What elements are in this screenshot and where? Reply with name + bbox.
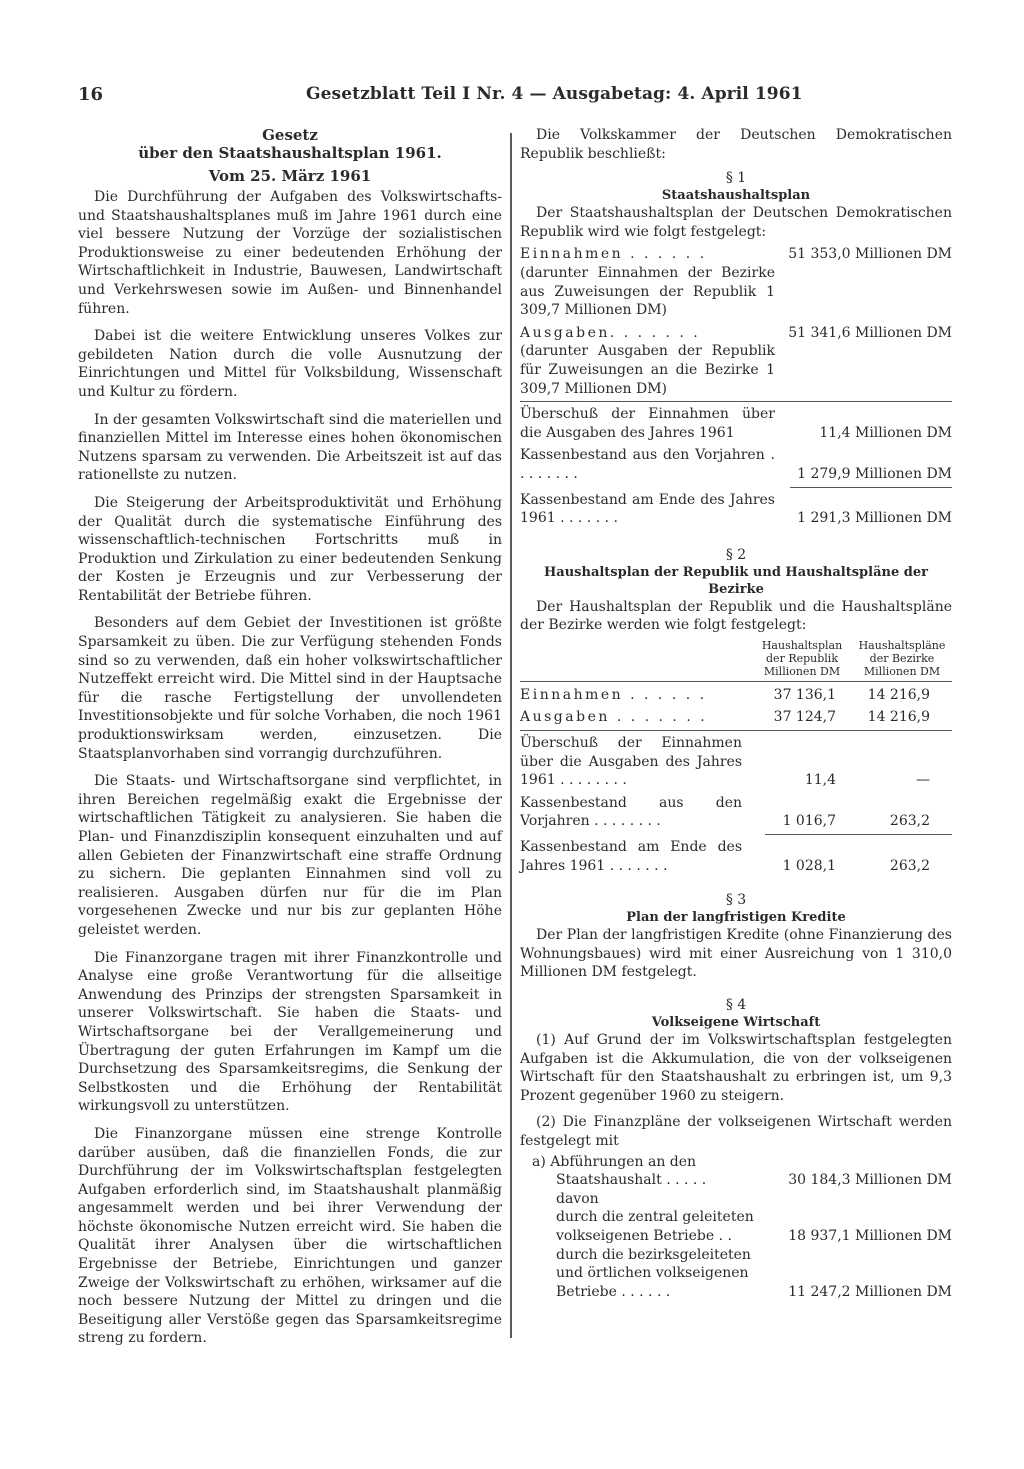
left-column (78, 126, 502, 1357)
bezirk-row (532, 1283, 952, 1302)
page-header (78, 84, 958, 108)
table-cell-value: 14 216,9 (867, 686, 930, 703)
s1-kasse-vj-label: Kassenbestand aus den Vorjahren . . . . . . . . (520, 447, 775, 482)
bezirk-value: 11 247,2 Millionen DM (788, 1283, 952, 1300)
preamble-paragraph: Dabei ist die weitere Entwicklung unseres Volkes zur gebildeten Nation durch die volle Ausnutzung der Einrichtungen und Mittel für Volksbildung, Wissenschaft und Kultur zu fördern. (78, 328, 502, 400)
s2-col1-header: Haushaltsplan der Republik Millionen DM (761, 638, 843, 678)
a-staatshaushalt-label: Staatshaushalt . . . . . (556, 1172, 707, 1189)
table-row (520, 794, 952, 831)
preamble-paragraph: Die Staats- und Wirtschaftsorgane sind verpflichtet, in ihren Bereichen regelmäßig exakt die Ergebnisse der wirtschaftlichen Tätigkeit zu analysieren. Sie haben die Plan- und Finanzdisziplin konsequent einzuhalten und auf allen Gebieten der Finanzwirtschaft eine straffe Ordnung zu sichern. Die geplanten Einnahmen sind voll zu realisieren. Ausgaben dürfen nur für die im Plan vorgesehenen Zwecke und nur bis zur geplanten Höhe geleistet werden. (78, 773, 502, 938)
s2-sum-rule (765, 834, 952, 835)
section-3-title: Plan der langfristigen Kredite (626, 910, 846, 926)
table-cell-label: Überschuß der Einnahmen über die Ausgaben des Jahres 1961 . . . . . . . . (520, 735, 742, 789)
s1-einnahmen-label: Einnahmen . . . . . . (520, 246, 707, 263)
s1-einnahmen-value: 51 353,0 Millionen DM (788, 246, 952, 263)
s1-rule (520, 401, 952, 402)
column-divider (510, 133, 512, 1338)
section-1-text: Der Staatshaushaltsplan der Deutschen Demokratischen Republik wird wie folgt festgelegt: (520, 205, 952, 240)
preamble-paragraph: Die Steigerung der Arbeitsproduktivität und Erhöhung der Qualität durch die systematische Einführung des wissenschaftlich-technischen Fortschritts muß in Produktion und Zirkulation zu einer bedeutenden Senkung der Kosten je Erzeugnis und zur Verbesserung der Rentabilität der Betriebe führen. (78, 494, 502, 604)
section-4-title: Volkseigene Wirtschaft (651, 1015, 821, 1030)
table-cell-value: 37 124,7 (773, 709, 836, 726)
section-2-number: § 2 (725, 546, 747, 563)
s1-kasse-ende-row (520, 491, 952, 528)
section-3-text: Der Plan der langfristigen Kredite (ohne Finanzierung des Wohnungsbaues) wird mit einer Ausreichung von 1 310,0 Millionen DM festgelegt. (520, 927, 952, 981)
preamble-paragraph: Besonders auf dem Gebiet der Investitionen ist größte Sparsamkeit zu üben. Die zur Verfügung stehenden Fonds sind so zu verwenden, daß ein hoher volkswirtschaftlicher Nutzeffekt erreicht wird. Die Mittel sind in der Hauptsache für die rasche Fertigstellung der unvollendeten Investitionsobjekte und für solche Vorhaben, die noch 1961 produktionswirksam werden, einzusetzen. Die Staatsplanvorhaben sind vorrangig durchzuführen. (78, 615, 502, 762)
bezirk-label-2: und örtlichen volkseigenen (556, 1265, 749, 1282)
zentral-row (532, 1227, 952, 1246)
table-cell-value: 263,2 (889, 813, 930, 830)
table-cell-value: 1 028,1 (782, 857, 836, 874)
s1-sum-rule (790, 487, 952, 488)
law-date: Vom 25. März 1961 (208, 167, 372, 185)
table-cell-value: 14 216,9 (867, 709, 930, 726)
section-4-number: § 4 (725, 997, 747, 1013)
s1-einnahmen-note: (darunter Einnahmen der Bezirke aus Zuweisungen der Republik 1 309,7 Millionen DM) (520, 264, 775, 319)
section-1-title: Staatshaushaltsplan (661, 188, 811, 204)
bezirk-label-1: durch die bezirksgeleiteten (556, 1246, 751, 1263)
s1-ueberschuss-label: Überschuß der Einnahmen über die Ausgaben des Jahres 1961 (520, 406, 775, 441)
header-title: Gesetzblatt Teil I Nr. 4 — Ausgabetag: 4. April 1961 (306, 84, 803, 104)
page-number: 16 (78, 84, 104, 105)
s2-table (520, 639, 952, 875)
s1-ausgaben-row (520, 324, 952, 343)
preamble-paragraph: In der gesamten Volkswirtschaft sind die materiellen und finanziellen Mittel im Interesse eines hohen ökonomischen Nutzens sparsam zu verwenden. Die Arbeitszeit ist auf das rationellste zu nutzen. (78, 411, 502, 484)
zentral-label-2: volkseigenen Betriebe . . (556, 1227, 732, 1244)
table-cell-value: — (916, 772, 930, 789)
table-cell-value: 1 016,7 (782, 813, 836, 830)
s1-einnahmen-row (520, 245, 952, 264)
s1-ueberschuss-value: 11,4 Millionen DM (819, 424, 952, 441)
s1-kasse-vj-row (520, 446, 952, 483)
section-4-para-1: (1) Auf Grund der im Volkswirtschaftsplan festgelegten Aufgaben ist die Akkumulation, die von der volkseigenen Wirtschaft für den Staatshaushalt zu erbringen ist, um 9,3 Prozent gegenüber 1960 zu steigern. (520, 1032, 952, 1104)
law-title-line2: über den Staatshaushaltsplan 1961. (138, 144, 442, 162)
table-row (520, 708, 952, 727)
s1-ausgaben-label: Ausgaben. . . . . . . (520, 324, 701, 341)
s1-kasse-vj-value: 1 279,9 Millionen DM (797, 465, 952, 482)
section-1-number: § 1 (725, 170, 747, 187)
a-label: a) Abführungen an den (532, 1153, 697, 1170)
table-cell-value: 37 136,1 (773, 686, 836, 703)
section-2-title: Haushaltsplan der Republik und Haushaltspläne der Bezirke (544, 564, 928, 597)
a-staatshaushalt-row (532, 1171, 952, 1190)
a-staatshaushalt-value: 30 184,3 Millionen DM (788, 1172, 952, 1189)
s1-ausgaben-note: (darunter Ausgaben der Republik für Zuweisungen an die Bezirke 1 309,7 Millionen DM) (520, 343, 775, 397)
table-row (520, 734, 952, 790)
table-cell-label: Ausgaben . . . . . . . (520, 709, 708, 726)
section-3-number: § 3 (725, 892, 747, 909)
table-cell-value: 11,4 (804, 772, 836, 789)
s2-header-rule (520, 681, 952, 682)
preamble-paragraph: Die Finanzorgane müssen eine strenge Kontrolle darüber ausüben, daß die finanziellen Fonds, die zur Durchführung der im Volkswirtschaftsplan festgelegten Aufgaben erforderlich sind, im Staatshaushalt planmäßig angesammelt werden und bei ihrer Verwendung der höchste ökonomische Nutzen erreicht wird. Sie haben die Qualität ihrer Analysen über die wirtschaftlichen Ergebnisse der Betriebe, Einrichtungen und ganzer Zweige der Volkswirtschaft zu erhöhen, wirksamer auf die noch bessere Nutzung der Mittel zu dringen und die Beseitigung aller Verstöße gegen das Sparsamkeitsregime streng zu fordern. (78, 1125, 502, 1347)
law-title-line1: Gesetz (262, 126, 318, 144)
s1-kasse-ende-label: Kassenbestand am Ende des Jahres 1961 . . . . . . . (520, 491, 775, 527)
table-row (520, 838, 952, 875)
s2-table-header (520, 639, 952, 678)
table-cell-label: Einnahmen . . . . . . (520, 686, 707, 703)
section-2-text: Der Haushaltsplan der Republik und die Haushaltspläne der Bezirke werden wie folgt festgelegt: (520, 598, 952, 634)
s1-kasse-ende-value: 1 291,3 Millionen DM (797, 510, 952, 527)
zentral-value: 18 937,1 Millionen DM (788, 1227, 952, 1244)
table-cell-label: Kassenbestand aus den Vorjahren . . . . . . . . (520, 794, 742, 830)
s1-ausgaben-value: 51 341,6 Millionen DM (788, 324, 952, 341)
list-item (520, 1153, 952, 1302)
s1-ueberschuss-row (520, 405, 952, 442)
s2-col2-header: Haushaltspläne der Bezirke Millionen DM (858, 638, 946, 678)
right-column (520, 126, 952, 1301)
zentral-label-1: durch die zentral geleiteten (556, 1209, 754, 1226)
table-cell-value: 263,2 (889, 857, 930, 874)
enactment-intro: Die Volkskammer der Deutschen Demokratischen Republik beschließt: (520, 127, 952, 162)
preamble-paragraph: Die Finanzorgane tragen mit ihrer Finanzkontrolle und Analyse eine große Verantwortung für die allseitige Anwendung des Prinzips der strengsten Sparsamkeit in unserer Volkswirtschaft. Sie haben die Staats- und Wirtschaftsorgane bei der Verallgemeinerung und Übertragung der guten Erfahrungen im Kampf um die Durchsetzung des Sparsamkeitsregims, die Senkung der Selbstkosten und die Erhöhung der Rentabilität wirkungsvoll zu unterstützen. (78, 949, 502, 1115)
bezirk-label-3: Betriebe . . . . . . (556, 1283, 671, 1300)
preamble-paragraph: Die Durchführung der Aufgaben des Volkswirtschafts- und Staatshaushaltsplanes muß im Jahre 1961 durch eine viel bessere Nutzung der Vorzüge der sozialistischen Produktionsweise zu einer bedeutenden Erhöhung der Wirtschaftlichkeit in Industrie, Bauwesen, Landwirtschaft und Verkehrswesen sowie im Außen- und Binnenhandel führen. (78, 189, 502, 317)
davon-label: davon (556, 1190, 599, 1207)
table-row (520, 686, 952, 705)
table-cell-label: Kassenbestand am Ende des Jahres 1961 . . . . . . . (520, 839, 742, 874)
s2-rule (520, 730, 952, 731)
section-4-para-2: (2) Die Finanzpläne der volkseigenen Wirtschaft werden festgelegt mit (520, 1114, 952, 1149)
